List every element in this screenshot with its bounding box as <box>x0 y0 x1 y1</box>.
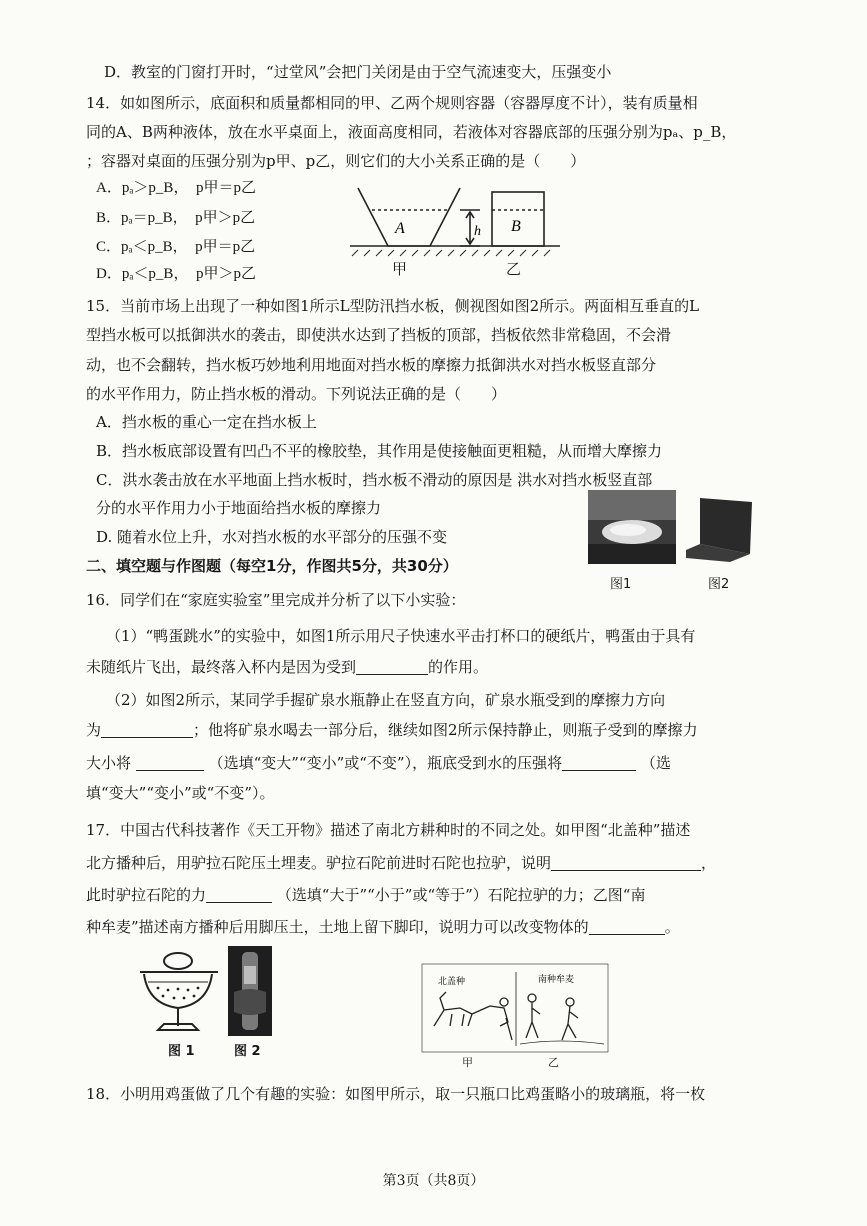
q15-flood-photo-1 <box>588 490 676 564</box>
q16-egg-cup-figure <box>134 952 224 1038</box>
q16-part2-line2 <box>86 720 698 740</box>
q15-line4: 的水平作用力，防止挡水板的滑动。下列说法正确的是（ ） <box>86 385 507 403</box>
q17-line4 <box>86 917 680 937</box>
q15-caption-1: 图1 <box>610 577 632 592</box>
q17-line3 <box>86 885 645 905</box>
q16-blank-2[interactable] <box>101 721 193 738</box>
q16-caption-2: 图 2 <box>234 1044 261 1059</box>
q17-line4-text-pre: 种牟麦”描述南方播种后用脚压土，土地上留下脚印，说明力可以改变物体的 <box>86 918 589 936</box>
q14-line1: 14．如如图所示，底面积和质量都相同的甲、乙两个规则容器（容器厚度不计），装有质量相 <box>86 94 698 112</box>
section-heading: 二、填空题与作图题（每空1分，作图共5分，共30分） <box>86 557 458 575</box>
q14-line2: 同的A、B两种液体，放在水平桌面上，液面高度相同，若液体对容器底部的压强分别为pₐ、p_B， <box>86 123 737 141</box>
q14-label-a: A <box>395 220 405 237</box>
q17-label-north: 北盖种 <box>438 977 466 987</box>
q16-part2-text-pre: 为 <box>86 721 102 739</box>
q16-caption-1: 图 1 <box>168 1044 195 1059</box>
q17-line2-text-pre: 北方播种后，用驴拉石陀压土埋麦。驴拉石陀前进时石陀也拉驴，说明 <box>86 854 552 872</box>
q17-line3-text-pre: 此时驴拉石陀的力 <box>86 886 207 904</box>
q17-farming-illustration <box>420 962 610 1054</box>
q14-containers-figure <box>350 180 570 270</box>
page-footer: 第3页（共8页） <box>382 1173 485 1189</box>
q15-caption-2: 图2 <box>708 577 730 592</box>
q15-line2: 型挡水板可以抵御洪水的袭击，即使洪水达到了挡板的顶部，挡板依然非常稳固，不会滑 <box>86 326 672 344</box>
q15-option-a: A．挡水板的重心一定在挡水板上 <box>96 413 317 431</box>
q17-caption-jia: 甲 <box>462 1056 473 1069</box>
q17-line2-text-post: ， <box>701 854 717 872</box>
q16-part1-text-pre: 未随纸片飞出，最终落入杯内是因为受到 <box>86 658 357 676</box>
q14-caption-yi: 乙 <box>506 260 522 278</box>
q17-blank-3[interactable] <box>589 918 665 935</box>
q16-blank-4[interactable] <box>562 754 636 771</box>
q14-option-d: D．pₐ＜p_B， p甲＞p乙 <box>96 266 256 282</box>
q14-caption-jia: 甲 <box>392 260 408 278</box>
q16-part2c-text-pre: 大小将 <box>86 754 132 772</box>
q16-part1-line2 <box>86 657 488 677</box>
q17-line1: 17．中国古代科技著作《天工开物》描述了南北方耕种时的不同之处。如甲图“北盖种”描述 <box>86 821 691 839</box>
q14-option-c: C．pₐ＜p_B， p甲＝p乙 <box>96 239 256 255</box>
q17-blank-1[interactable] <box>551 854 701 871</box>
q15-option-b: B．挡水板底部设置有凹凸不平的橡胶垫，其作用是使接触面更粗糙，从而增大摩擦力 <box>96 442 663 460</box>
q14-option-a: A．pₐ＞p_B， p甲＝p乙 <box>96 180 256 196</box>
q15-option-c1: C．洪水袭击放在水平地面上挡水板时，挡水板不滑动的原因是 洪水对挡水板竖直部 <box>96 471 653 489</box>
q16-part1-line1: （1）“鸭蛋跳水”的实验中，如图1所示用尺子快速水平击打杯口的硬纸片，鸭蛋由于具有 <box>106 627 696 645</box>
option-13d: D．教室的门窗打开时，“过堂风”会把门关闭是由于空气流速变大，压强变小 <box>104 63 612 81</box>
q16-part2c-text-post: （选 <box>640 754 671 772</box>
q16-part2-line3 <box>86 753 671 773</box>
q16-hand-bottle-photo <box>228 946 272 1036</box>
q17-line2 <box>86 853 716 873</box>
q16-blank-3[interactable] <box>136 754 204 771</box>
q14-label-h: h <box>474 224 481 239</box>
q17-caption-yi: 乙 <box>548 1056 559 1069</box>
q17-line4-text-post: 。 <box>664 918 680 936</box>
q17-blank-2[interactable] <box>206 886 272 903</box>
q15-line3: 动，也不会翻转，挡水板巧妙地利用地面对挡水板的摩擦力抵御洪水对挡水板竖直部分 <box>86 356 657 374</box>
q18-line1: 18．小明用鸡蛋做了几个有趣的实验：如图甲所示，取一只瓶口比鸡蛋略小的玻璃瓶，将一枚 <box>86 1085 706 1103</box>
q14-line3: ；容器对桌面的压强分别为p甲、p乙，则它们的大小关系正确的是（ ） <box>86 152 586 170</box>
q14-label-b: B <box>511 218 521 235</box>
q16-part1-text-post: 的作用。 <box>428 658 489 676</box>
q16-part2-text-post: ；他将矿泉水喝去一部分后，继续如图2所示保持静止，则瓶子受到的摩擦力 <box>193 721 698 739</box>
q17-line3-text-post: （选填“大于”“小于”或“等于”）石陀拉驴的力；乙图“南 <box>276 886 646 904</box>
q16-part2-line4: 填“变大”“变小”或“不变”）。 <box>86 784 275 802</box>
q15-option-c2: 分的水平作用力小于地面给挡水板的摩擦力 <box>96 499 382 517</box>
q16-intro: 16．同学们在“家庭实验室”里完成并分析了以下小实验： <box>86 591 466 609</box>
q16-blank-1[interactable] <box>356 658 428 675</box>
q14-option-b: B．pₐ＝p_B， p甲＞p乙 <box>96 210 256 226</box>
q16-part2c-text-mid: （选填“变大”“变小”或“不变”），瓶底受到水的压强将 <box>208 754 563 772</box>
q15-option-d: D. 随着水位上升，水对挡水板的水平部分的压强不变 <box>96 528 448 546</box>
q15-flood-board-photo-2 <box>682 494 756 566</box>
q17-label-south: 南种牟麦 <box>538 975 575 985</box>
q15-line1: 15．当前市场上出现了一种如图1所示L型防汛挡水板，侧视图如图2所示。两面相互垂直的L <box>86 297 700 315</box>
q16-part2-line1: （2）如图2所示，某同学手握矿泉水瓶静止在竖直方向，矿泉水瓶受到的摩擦力方向 <box>106 691 666 709</box>
